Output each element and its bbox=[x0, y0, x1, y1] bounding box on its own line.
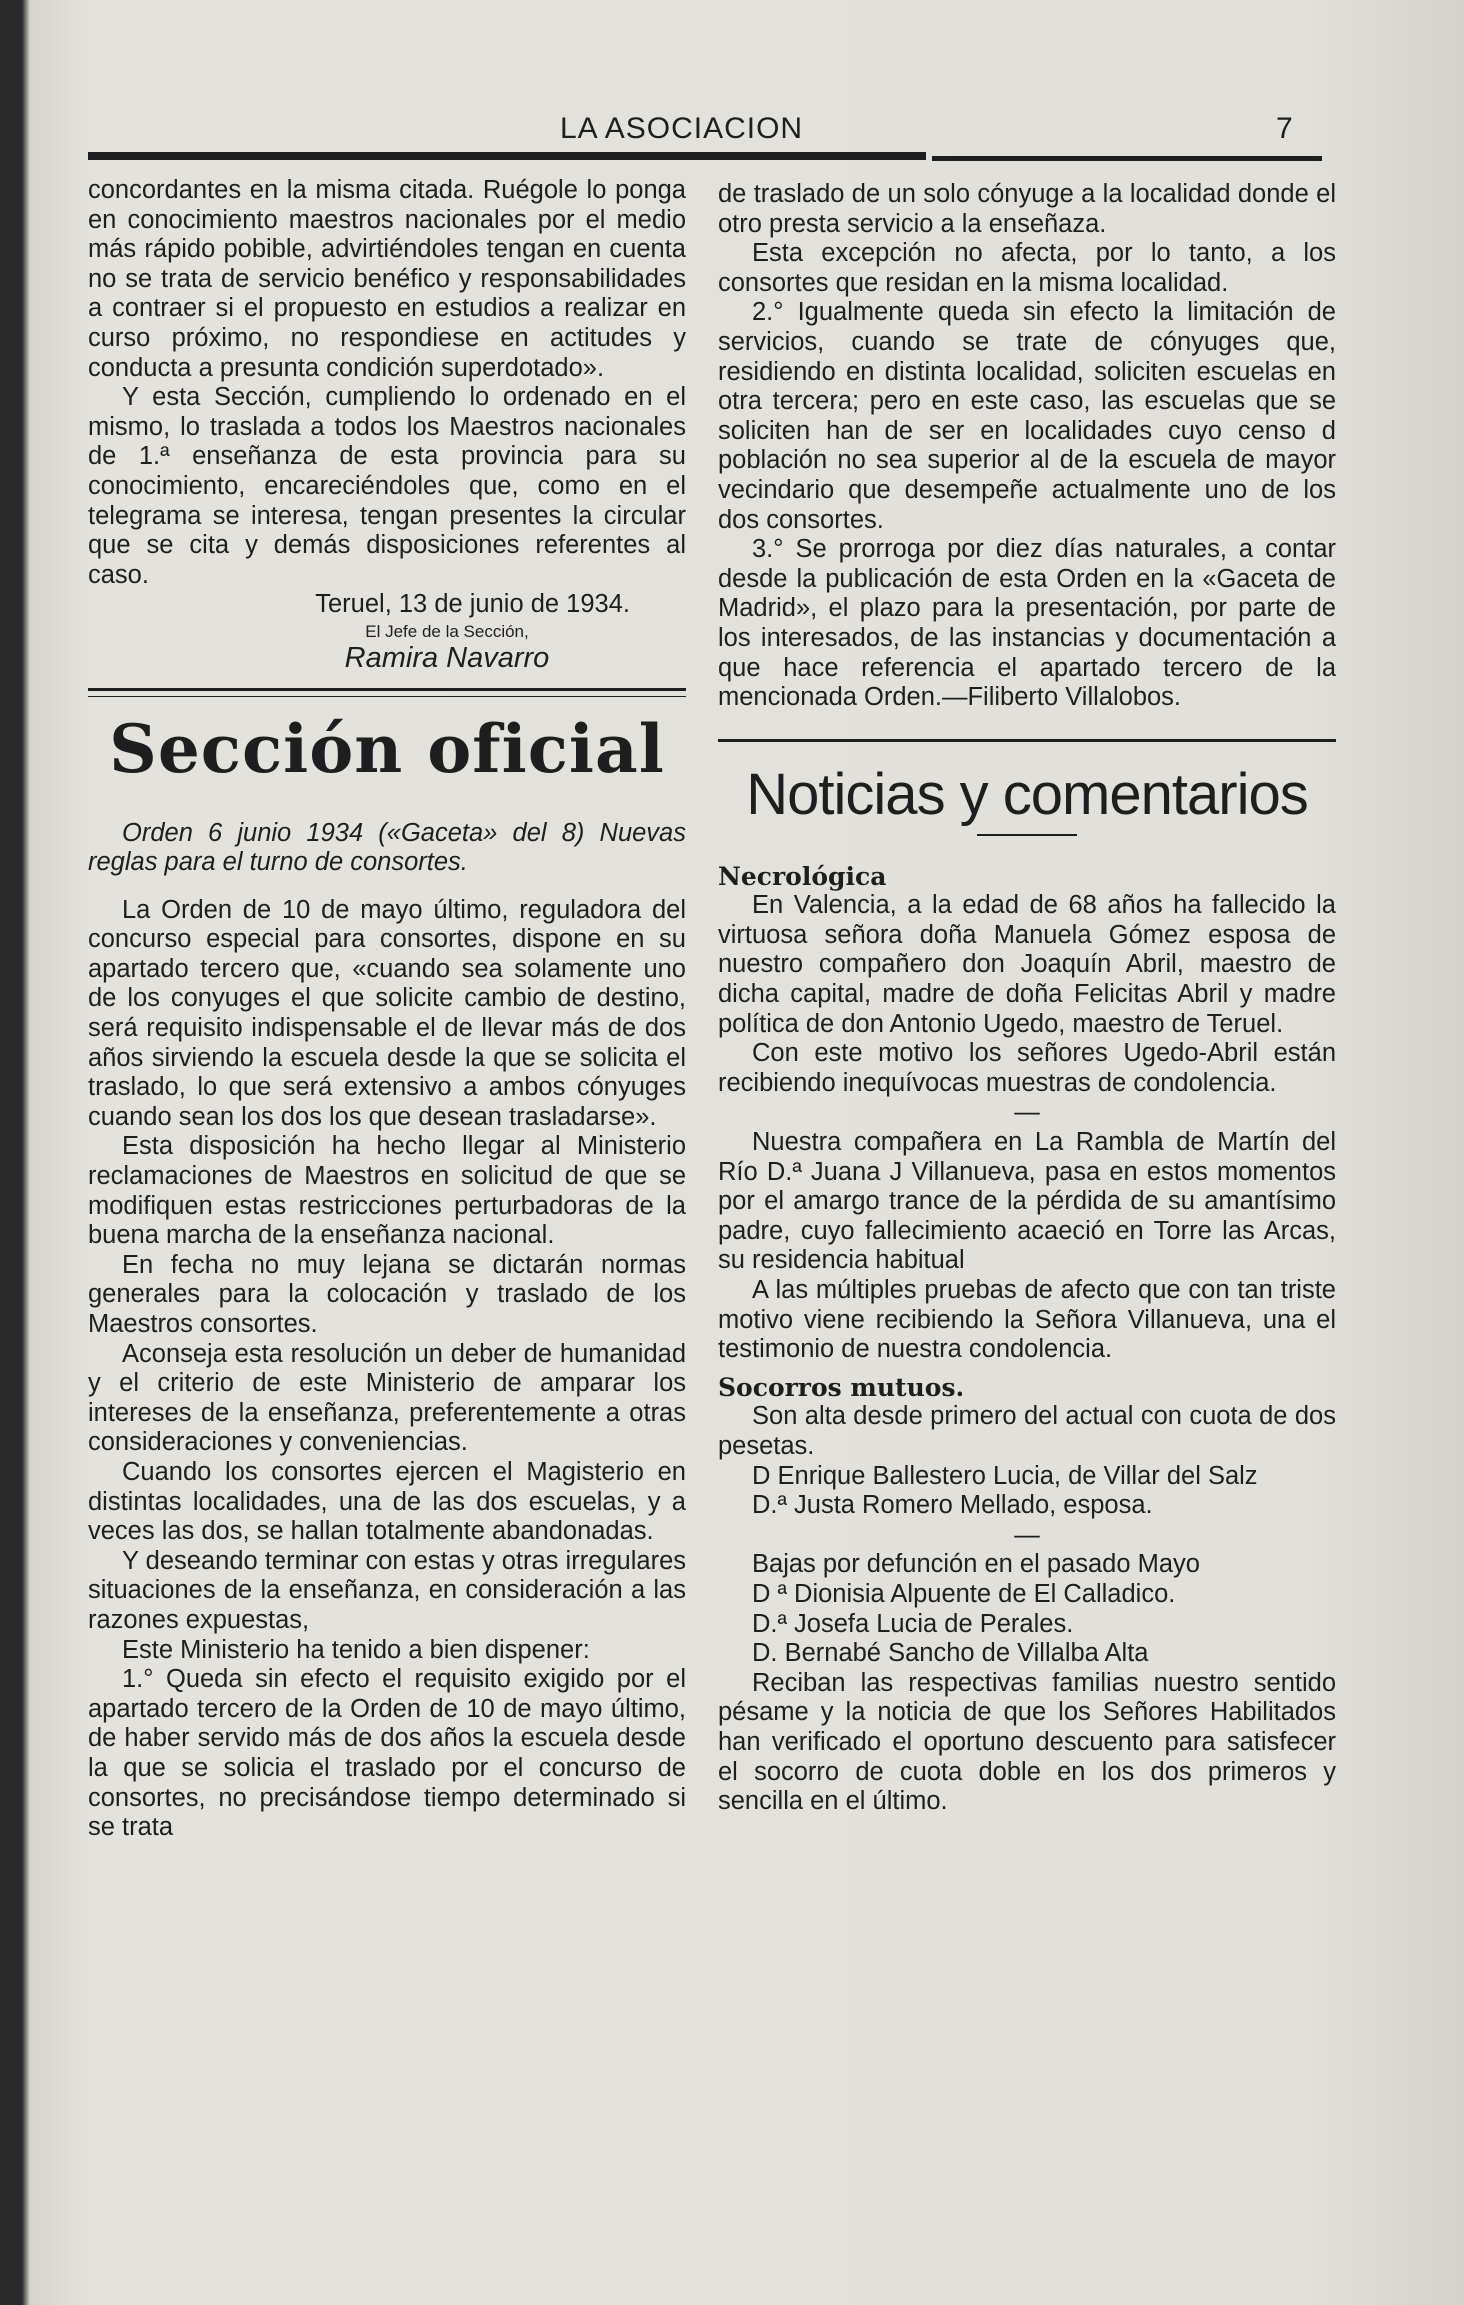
section-title-seccion-oficial: Sección oficial bbox=[109, 709, 665, 788]
continuation-paragraph: 2.° Igualmente queda sin efecto la limitación de servicios, cuando se trate de cónyuges que, residiendo en distinta localidad, soliciten escuelas en otra tercera; pero en este caso, las escuelas que se soliciten han de ser en localidades cuyo censo d población no sea superior al de la escuela de mayor vecindario que desempeñe actualmente uno de los dos consortes. bbox=[718, 298, 1336, 534]
separator-dash: — bbox=[1014, 1098, 1040, 1127]
body-paragraph: Aconseja esta resolución un deber de humanidad y el criterio de este Ministerio de amparar los intereses de la enseñanza, preferentemente a otras consideraciones y conveniencias. bbox=[88, 1339, 686, 1457]
body-paragraph: 1.° Queda sin efecto el requisito exigido por el apartado tercero de la Orden de 10 de mayo último, de haber servido más de dos años la escuela desde la que se solicia el traslado por el concurso de consortes, no precisándose tiempo determinado si se trata bbox=[88, 1665, 686, 1842]
closing-paragraph: Reciban las respectivas familias nuestro sentido pésame y la noticia de que los Señores Habilitados han verificado el oportuno descuento para satisfecer el socorro de cuota doble en los dos primeros y sencilla en el último. bbox=[718, 1668, 1336, 1816]
continuation-paragraph: concordantes en la misma citada. Ruégole lo ponga en conocimiento maestros nacionales por el medio más rápido pobible, advirtiéndoles tengan en cuenta no se trata de servicio benéfico y responsabilidades a contraer si el propuesto en estudios a realizar en curso próximo, no respondiese en actitudes y conducta a presunta condición superdotado». bbox=[88, 176, 686, 382]
body-paragraph: Cuando los consortes ejercen el Magisterio en distintas localidades, una de las dos escuelas, y a veces las dos, se hallan totalmente abandonadas. bbox=[88, 1457, 686, 1546]
signoff-title: El Jefe de la Sección, bbox=[365, 621, 529, 641]
continuation-paragraph: Esta excepción no afecta, por lo tanto, a los consortes que residan en la misma localidad. bbox=[718, 239, 1336, 297]
socorros-intro: Son alta desde primero del actual con cuota de dos pesetas. bbox=[718, 1402, 1336, 1460]
necrologica-paragraph: Con este motivo los señores Ugedo-Abril están recibiendo inequívocas muestras de condolencia. bbox=[718, 1039, 1336, 1097]
left-column bbox=[88, 176, 686, 1843]
title-underline bbox=[977, 834, 1077, 836]
dateline: Teruel, 13 de junio de 1934. bbox=[315, 590, 630, 619]
order-subtitle: Orden 6 junio 1934 («Gaceta» del 8) Nuevas reglas para el turno de consortes. bbox=[88, 818, 686, 877]
page-number: 7 bbox=[1276, 112, 1293, 145]
continuation-paragraph: 3.° Se prorroga por diez días naturales, a contar desde la publicación de esta Orden en la «Gaceta de Madrid», el plazo para la presentación, por parte de los interesados, de las instancias y documentación a que hace referencia el apartado tercero de la mencionada Orden.—Filiberto Villalobos. bbox=[718, 535, 1336, 712]
section-title-noticias: Noticias y comentarios bbox=[746, 761, 1308, 827]
page-header-title: LA ASOCIACION bbox=[560, 112, 804, 145]
right-column bbox=[718, 180, 1336, 1817]
socorros-alta: D.ª Justa Romero Mellado, esposa. bbox=[752, 1491, 1153, 1520]
header-rule-right bbox=[932, 156, 1322, 161]
continuation-paragraph: de traslado de un solo cónyuge a la localidad donde el otro presta servicio a la enseñaza. bbox=[718, 180, 1336, 238]
continuation-paragraph: Y esta Sección, cumpliendo lo ordenado en el mismo, lo traslada a todos los Maestros nacionales de 1.ª enseñanza de esta provincia para su conocimiento, encareciéndoles que, como en el telegrama se interesa, tengan presentes la circular que se cita y demás disposiciones referentes al caso. bbox=[88, 383, 686, 589]
necrologica-paragraph: Nuestra compañera en La Rambla de Martín del Río D.ª Juana J Villanueva, pasa en estos momentos por el amargo trance de la pérdida de su amantísimo padre, cuyo fallecimiento acaeció en Torre las Arcas, su residencia habitual bbox=[718, 1128, 1336, 1275]
section-rule bbox=[88, 688, 686, 697]
baja-item: D.ª Josefa Lucia de Perales. bbox=[752, 1609, 1074, 1638]
necrologica-paragraph: En Valencia, a la edad de 68 años ha fallecido la virtuosa señora doña Manuela Gómez esposa de nuestro compañero don Joaquín Abril, maestro de dicha capital, madre de doña Felicitas Abril y madre política de don Antonio Ugedo, maestro de Teruel. bbox=[718, 891, 1336, 1038]
header-rule-left bbox=[88, 152, 926, 160]
body-paragraph: Este Ministerio ha tenido a bien dispener: bbox=[122, 1635, 590, 1664]
baja-item: D. Bernabé Sancho de Villalba Alta bbox=[752, 1639, 1149, 1668]
body-paragraph: Esta disposición ha hecho llegar al Ministerio reclamaciones de Maestros en solicitud de que se modifiquen estas restricciones perturbadoras de la buena marcha de la enseñanza nacional. bbox=[88, 1132, 686, 1250]
necrologica-paragraph: A las múltiples pruebas de afecto que con tan triste motivo viene recibiendo la Señora Villanueva, una el testimonio de nuestra condolencia. bbox=[718, 1276, 1336, 1364]
body-paragraph: Y deseando terminar con estas y otras irregulares situaciones de la enseñanza, en consideración a las razones expuestas, bbox=[88, 1546, 686, 1634]
socorros-alta: D Enrique Ballestero Lucia, de Villar del Salz bbox=[752, 1461, 1258, 1490]
socorros-heading: Socorros mutuos. bbox=[718, 1372, 965, 1402]
separator-dash: — bbox=[1014, 1520, 1040, 1549]
body-paragraph: En fecha no muy lejana se dictarán normas generales para la colocación y traslado de los Maestros consortes. bbox=[88, 1250, 686, 1338]
body-paragraph: La Orden de 10 de mayo último, reguladora del concurso especial para consortes, dispone en su apartado tercero que, «cuando sea solamente uno de los conyuges el que solicite cambio de destino, será requisito indispensable el de llevar más de dos años sirviendo la escuela desde la que se solicita el traslado, lo que será extensivo a ambos cónyuges cuando sean los dos los que desean trasladarse». bbox=[88, 895, 686, 1131]
signoff-name: Ramira Navarro bbox=[344, 641, 550, 674]
baja-item: D ª Dionisia Alpuente de El Calladico. bbox=[752, 1579, 1176, 1608]
section-rule bbox=[718, 739, 1336, 742]
bajas-intro: Bajas por defunción en el pasado Mayo bbox=[752, 1550, 1200, 1579]
necrologica-heading: Necrológica bbox=[718, 861, 887, 891]
